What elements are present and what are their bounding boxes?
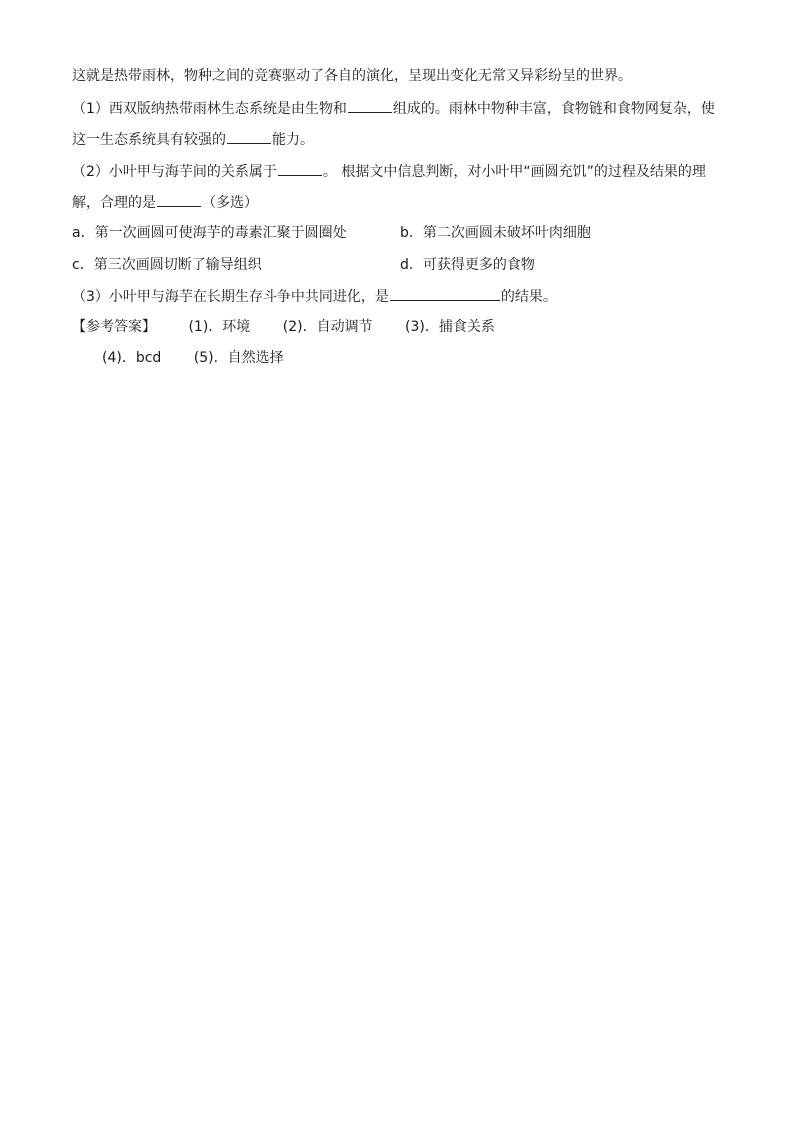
answer-item-2: (2)．自动调节	[282, 319, 373, 335]
question-2-options-row-2	[72, 255, 722, 275]
answer-line-2	[102, 348, 284, 368]
question-3-text-b: 的结果。	[500, 289, 557, 305]
option-a: a．第一次画圆可使海芋的毒素汇聚于圆圈处	[72, 225, 347, 241]
answer-item-5: (5)．自然选择	[193, 350, 284, 366]
question-1-text-b: 组成的。雨林中物种丰富，食物链和食物网复杂，使	[392, 101, 715, 117]
answer-line-1	[72, 317, 495, 337]
question-2-options-row-1	[72, 223, 722, 243]
option-d: d．可获得更多的食物	[400, 257, 535, 273]
paragraph-intro: 这就是热带雨林，物种之间的竞赛驱动了各自的演化，呈现出变化无常又异彩纷呈的世界。	[72, 68, 632, 84]
question-2-line-2	[72, 192, 258, 213]
answer-item-3: (3)．捕食关系	[405, 319, 495, 335]
question-2-text-c: 解，合理的是	[72, 195, 156, 211]
answer-blank	[348, 98, 392, 113]
question-1-text-d: 能力。	[272, 132, 314, 148]
question-1-text-c: 这一生态系统具有较强的	[72, 132, 226, 148]
question-2-text-d: （多选）	[202, 195, 258, 211]
question-1-line-2	[72, 129, 314, 150]
question-3-text-a: （3）小叶甲与海芋在长期生存斗争中共同进化，是	[72, 289, 389, 305]
answer-blank	[278, 161, 322, 176]
option-c: c．第三次画圆切断了输导组织	[72, 257, 262, 273]
answer-label: 【参考答案】	[72, 319, 156, 335]
option-b: b．第二次画圆未破坏叶肉细胞	[400, 225, 591, 241]
question-2-line-1	[72, 161, 706, 182]
answer-item-4: (4)．bcd	[102, 350, 162, 366]
question-2-text-b: 。 根据文中信息判断，对小叶甲“画圆充饥”的过程及结果的理	[322, 164, 706, 180]
question-1-line-1	[72, 98, 715, 119]
question-2-text-a: （2）小叶甲与海芋间的关系属于	[72, 164, 277, 180]
question-1-text-a: （1）西双版纳热带雨林生态系统是由生物和	[72, 101, 347, 117]
answer-item-1: (1)．环境	[188, 319, 251, 335]
answer-blank	[157, 192, 201, 207]
answer-blank	[390, 286, 500, 301]
question-3-line	[72, 286, 557, 307]
answer-blank	[227, 129, 271, 144]
